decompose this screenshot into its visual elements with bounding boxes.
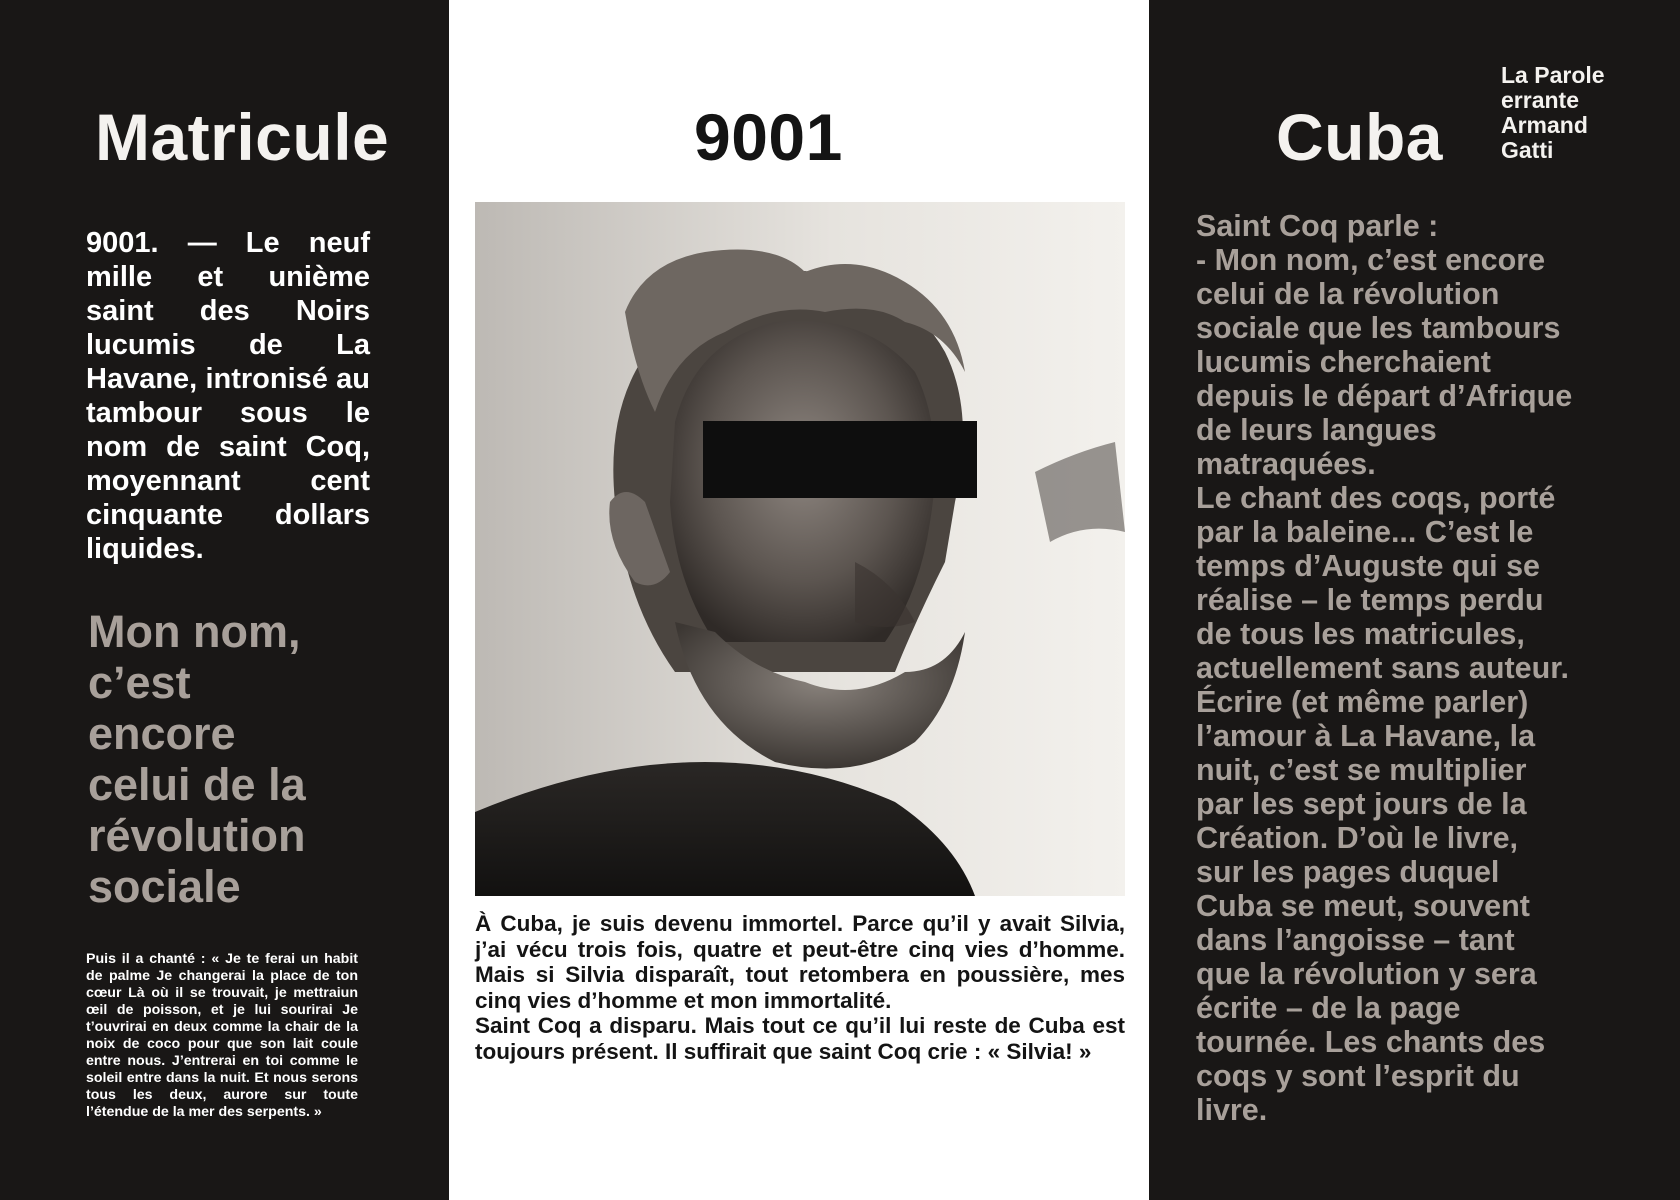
byline-line: errante	[1501, 87, 1579, 113]
right-text-line: écrite – de la page	[1196, 991, 1461, 1025]
right-text-line: Création. D’où le livre,	[1196, 821, 1519, 855]
pull-quote-line: c’est	[88, 657, 191, 708]
right-text-line: Le chant des coqs, porté	[1196, 481, 1556, 515]
right-text-line: depuis le départ d’Afrique	[1196, 379, 1573, 413]
right-text-line: l’amour à La Havane, la	[1196, 719, 1536, 753]
caption-paragraph: Saint Coq a disparu. Mais tout ce qu’il lui reste de Cuba est toujours présent. Il suffirait que saint Coq crie : « Silvia! »	[475, 1013, 1125, 1064]
right-text-line: par les sept jours de la	[1196, 787, 1527, 821]
pull-quote-line: encore	[88, 708, 236, 759]
right-text-line: actuellement sans auteur.	[1196, 651, 1569, 685]
pull-quote-line: celui de la	[88, 759, 306, 810]
right-column-text	[1196, 209, 1636, 1127]
right-text-line: de leurs langues	[1196, 413, 1437, 447]
right-text-line: - Mon nom, c’est encore	[1196, 243, 1546, 277]
title-cuba: Cuba	[1276, 100, 1443, 174]
byline-line: Armand	[1501, 112, 1588, 138]
byline-line: Gatti	[1501, 137, 1554, 163]
right-text-line: coqs y sont l’esprit du	[1196, 1059, 1520, 1093]
pull-quote-line: Mon nom,	[88, 606, 301, 657]
right-text-line: par la baleine... C’est le	[1196, 515, 1534, 549]
right-text-line: sociale que les tambours	[1196, 311, 1561, 345]
right-text-line: livre.	[1196, 1093, 1268, 1127]
song-paragraph: Puis il a chanté : « Je te ferai un habit de palme Je changerai la place de ton cœur Là où il se trouvait, je mettraiun œil de poisson, et je lui sourirai Je t’ouvrirai en deux comme la chair de la noix de coco pour que son lait coule entre nous. J’entrerai en toi comme le soleil entre dans la nuit. Et nous serons tous les deux, aurore sur toute l’étendue de la mer des serpents. »	[86, 951, 358, 1120]
right-text-line: nuit, c’est se multiplier	[1196, 753, 1527, 787]
right-text-line: que la révolution y sera	[1196, 957, 1537, 991]
right-text-line: Saint Coq parle :	[1196, 209, 1439, 243]
right-text-line: réalise – le temps perdu	[1196, 583, 1544, 617]
right-text-line: celui de la révolution	[1196, 277, 1500, 311]
author-byline	[1501, 63, 1605, 163]
byline-line: La Parole	[1501, 62, 1605, 88]
right-text-line: tournée. Les chants des	[1196, 1025, 1546, 1059]
portrait-illustration	[475, 202, 1125, 896]
caption-paragraph: À Cuba, je suis devenu immortel. Parce qu’il y avait Silvia, j’ai vécu trois fois, quatre et peut-être cinq vies d’homme. Mais si Silvia disparaît, tout retombera en poussière, mes cinq vies d’homme et mon immortalité.	[475, 911, 1125, 1013]
title-matricule: Matricule	[95, 100, 390, 174]
right-text-line: Écrire (et même parler)	[1196, 685, 1529, 719]
pull-quote-line: sociale	[88, 861, 241, 912]
right-text-line: de tous les matricules,	[1196, 617, 1525, 651]
photo-caption	[475, 911, 1125, 1064]
right-text-line: temps d’Auguste qui se	[1196, 549, 1541, 583]
right-text-line: lucumis cherchaient	[1196, 345, 1491, 379]
title-number: 9001	[694, 100, 843, 174]
right-text-line: sur les pages duquel	[1196, 855, 1500, 889]
pull-quote-line: révolution	[88, 810, 306, 861]
censor-bar	[703, 421, 977, 498]
portrait-photo	[475, 202, 1125, 896]
right-text-line: dans l’angoisse – tant	[1196, 923, 1515, 957]
pull-quote	[88, 606, 408, 912]
intro-paragraph: 9001. — Le neuf mille et unième saint des Noirs lucumis de La Havane, intronisé au tambour sous le nom de saint Coq, moyennant cent cinquante dollars liquides.	[86, 227, 370, 565]
right-text-line: Cuba se meut, souvent	[1196, 889, 1530, 923]
right-text-line: matraquées.	[1196, 447, 1376, 481]
